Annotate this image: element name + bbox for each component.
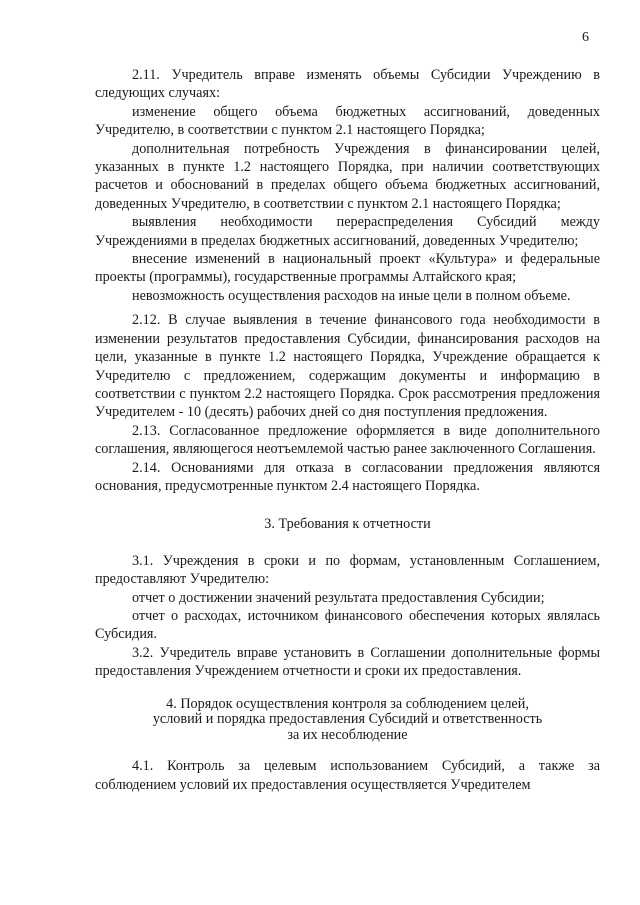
section-4-heading bbox=[95, 697, 600, 744]
paragraph-2-12: 2.12. В случае выявления в течение финансового года необходимости в изменении результатов предоставления Субсидии, финансирования расходов на цели, указанные в пункте 1.2 настоящего Порядка, Учреждение обращается к Учредителю с предложением, содержащим документы и информацию в соответствии с пунктом 2.2 настоящего Порядка. Срок рассмотрения предложения Учредителем - 10 (десять) рабочих дней со дня поступления предложения. bbox=[95, 312, 600, 421]
list-item: изменение общего объема бюджетных ассигнований, доведенных Учредителю, в соответствии с пунктом 2.1 настоящего Порядка; bbox=[95, 103, 600, 139]
section-3-heading: 3. Требования к отчетности bbox=[264, 516, 431, 533]
paragraph-3-1: 3.1. Учреждения в сроки и по формам, установленным Соглашением, предоставляют Учредителю: bbox=[95, 552, 600, 588]
paragraph-3-2: 3.2. Учредитель вправе установить в Соглашении дополнительные формы предоставления Учреждением отчетности и сроки их предоставления. bbox=[95, 644, 600, 680]
paragraph-2-11: 2.11. Учредитель вправе изменять объемы Субсидии Учреждению в следующих случаях: bbox=[95, 67, 600, 102]
heading-line: условий и порядка предоставления Субсидий и ответственность bbox=[152, 711, 543, 728]
list-item: внесение изменений в национальный проект «Культура» и федеральные проекты (программы), государственные программы Алтайского края; bbox=[95, 251, 600, 286]
heading-line: 4. Порядок осуществления контроля за соблюдением целей, bbox=[166, 695, 529, 712]
list-item: отчет о достижении значений результата предоставления Субсидии; bbox=[132, 589, 545, 606]
list-item: невозможность осуществления расходов на иные цели в полном объеме. bbox=[132, 287, 571, 304]
paragraph-2-13: 2.13. Согласованное предложение оформляется в виде дополнительного соглашения, являющегося неотъемлемой частью ранее заключенного Соглашения. bbox=[95, 422, 600, 458]
page-number: 6 bbox=[582, 30, 589, 45]
list-item: выявления необходимости перераспределения Субсидий между Учреждениями в пределах бюджетных ассигнований, доведенных Учредителю; bbox=[95, 214, 600, 249]
list-item: дополнительная потребность Учреждения в финансировании целей, указанных в пункте 1.2 настоящего Порядка, при наличии соответствующих расчетов и обоснований в пределах общего объема бюджетных ассигнований, доведенных Учредителю, в соответствии с пунктом 2.1 настоящего Порядка; bbox=[95, 140, 600, 212]
paragraph-2-14: 2.14. Основаниями для отказа в согласовании предложения являются основания, предусмотренные пунктом 2.4 настоящего Порядка. bbox=[95, 459, 600, 494]
paragraph-4-1: 4.1. Контроль за целевым использованием Субсидий, а также за соблюдением условий их предоставления осуществляется Учредителем bbox=[95, 758, 600, 793]
list-item: отчет о расходах, источником финансового обеспечения которых являлась Субсидия. bbox=[95, 607, 600, 643]
heading-line: за их несоблюдение bbox=[287, 726, 408, 743]
document-body bbox=[95, 66, 600, 794]
